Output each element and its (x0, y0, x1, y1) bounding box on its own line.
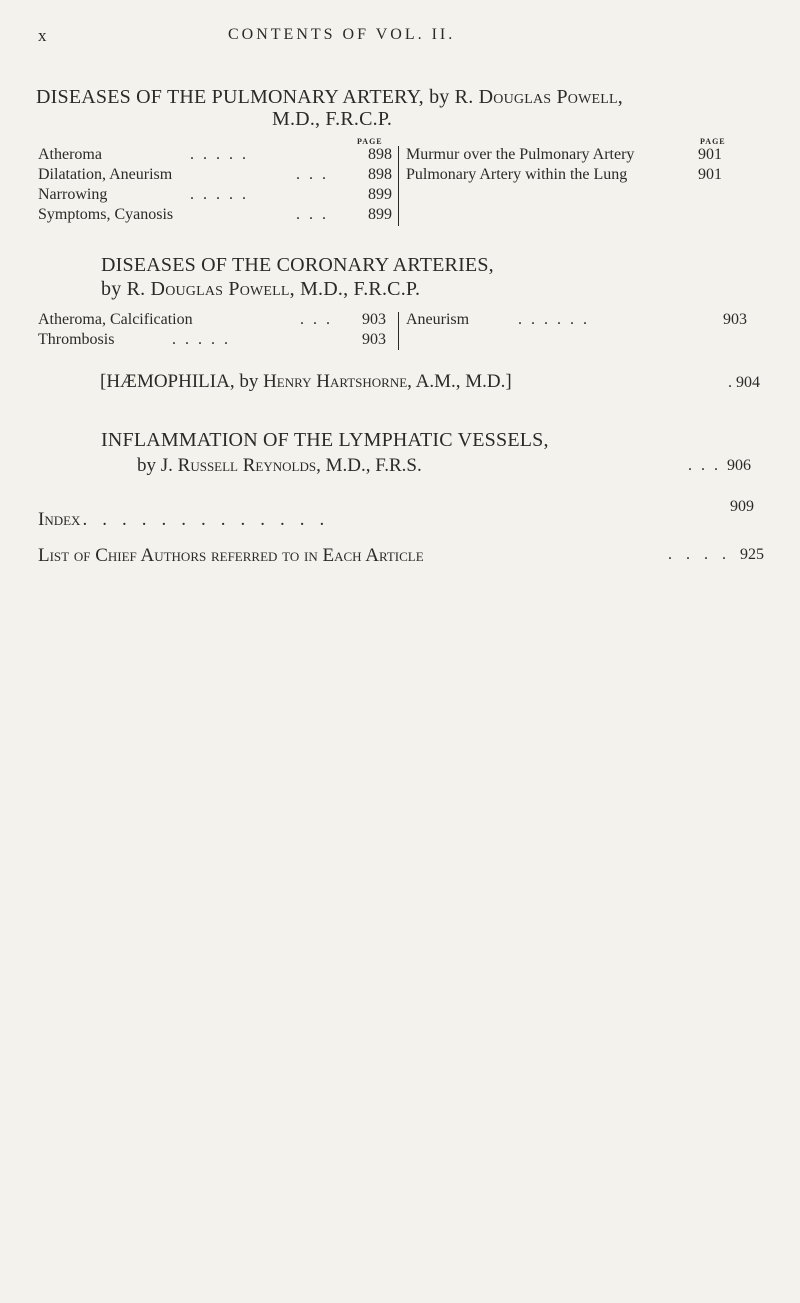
coronary-heading-author: Douglas Powell, (150, 278, 295, 300)
toc-entry-page: 899 (368, 206, 392, 223)
toc-entry-page: 903 (362, 331, 386, 348)
authors-list-entry[interactable] (38, 545, 424, 567)
dot-leader: .... (668, 546, 740, 563)
toc-entry-page: 903 (723, 311, 747, 328)
toc-entry-label: Atheroma, Calcification (38, 311, 193, 328)
index-page: 909 (730, 498, 754, 515)
column-divider (398, 146, 399, 226)
dot-leader: ..... (190, 146, 255, 163)
toc-entry-label: Aneurism (406, 311, 470, 328)
toc-entry[interactable] (406, 311, 756, 331)
toc-entry[interactable] (406, 146, 736, 166)
toc-entry-page: 906 (727, 457, 751, 474)
dot-leader: ... (300, 311, 339, 328)
running-head-page-label: x (38, 26, 48, 45)
inflammation-leader-page (688, 457, 751, 475)
inflammation-heading-author: Russell Reynolds, (177, 455, 321, 476)
dot-leader: ...... (518, 311, 596, 328)
dot-leader: . (728, 374, 736, 391)
pulmonary-page-header-right: PAGE (700, 137, 726, 146)
dot-leader: ..... (190, 186, 255, 203)
column-divider (398, 312, 399, 350)
haemophilia-title: [HÆMOPHILIA, by (100, 371, 259, 392)
toc-entry-label: Narrowing (38, 186, 108, 203)
toc-entry[interactable] (38, 146, 398, 166)
inflammation-heading-degrees: M.D., F.R.S. (325, 455, 422, 476)
haemophilia-degrees: A.M., M.D.] (415, 371, 512, 392)
coronary-heading-by: by R. (101, 278, 146, 300)
inflammation-heading-line2[interactable] (137, 455, 422, 477)
haemophilia-entry[interactable] (100, 371, 512, 393)
toc-entry-label: Murmur over the Pulmonary Artery (406, 146, 635, 163)
pulmonary-heading-line2: M.D., F.R.C.P. (272, 108, 393, 130)
dot-leader: ... (296, 206, 335, 223)
toc-entry-page: 925 (740, 546, 764, 563)
toc-entry-label: Dilatation, Aneurism (38, 166, 173, 183)
index-label: Index (38, 509, 81, 530)
dot-leader: ... (296, 166, 335, 183)
toc-entry-page: 898 (368, 146, 392, 163)
toc-entry-label: Atheroma (38, 146, 102, 163)
toc-entry[interactable] (38, 166, 398, 186)
toc-entry[interactable] (38, 186, 398, 206)
haemophilia-author: Henry Hartshorne, (263, 371, 412, 392)
toc-entry[interactable] (38, 206, 398, 226)
index-entry[interactable] (38, 509, 339, 531)
dot-leader: ..... (172, 331, 237, 348)
toc-entry-page: 898 (368, 166, 392, 183)
toc-entry[interactable] (38, 311, 398, 331)
toc-entry-page: 903 (362, 311, 386, 328)
toc-entry-label: Thrombosis (38, 331, 115, 348)
toc-entry-page: 901 (698, 166, 722, 183)
toc-entry-label: Symptoms, Cyanosis (38, 206, 174, 223)
authors-list-leader-page (668, 546, 764, 564)
pulmonary-heading-line1 (36, 86, 623, 109)
coronary-heading-degrees: M.D., F.R.C.P. (300, 278, 421, 300)
pulmonary-page-header-left: PAGE (357, 137, 383, 146)
running-head-title: CONTENTS OF VOL. II. (228, 26, 456, 43)
dot-leader: ............. (82, 509, 340, 530)
toc-entry[interactable] (406, 166, 736, 186)
toc-entry-page: 901 (698, 146, 722, 163)
coronary-heading-line1: DISEASES OF THE CORONARY ARTERIES, (101, 254, 494, 276)
toc-entry-page: 904 (736, 374, 760, 391)
inflammation-heading-line1: INFLAMMATION OF THE LYMPHATIC VESSELS, (101, 429, 549, 451)
toc-entry-page: 899 (368, 186, 392, 203)
toc-entry[interactable] (38, 331, 398, 351)
toc-entry-label: Pulmonary Artery within the Lung (406, 166, 628, 183)
authors-list-label: List of Chief Authors referred to in Each Article (38, 545, 424, 566)
haemophilia-leader-page (728, 374, 760, 392)
coronary-heading-line2 (101, 278, 420, 301)
inflammation-heading-by: by J. (137, 455, 173, 476)
dot-leader: ... (688, 457, 727, 474)
pulmonary-heading-author: Douglas Powell, (478, 86, 623, 108)
pulmonary-heading-text: DISEASES OF THE PULMONARY ARTERY, by R. (36, 86, 474, 108)
